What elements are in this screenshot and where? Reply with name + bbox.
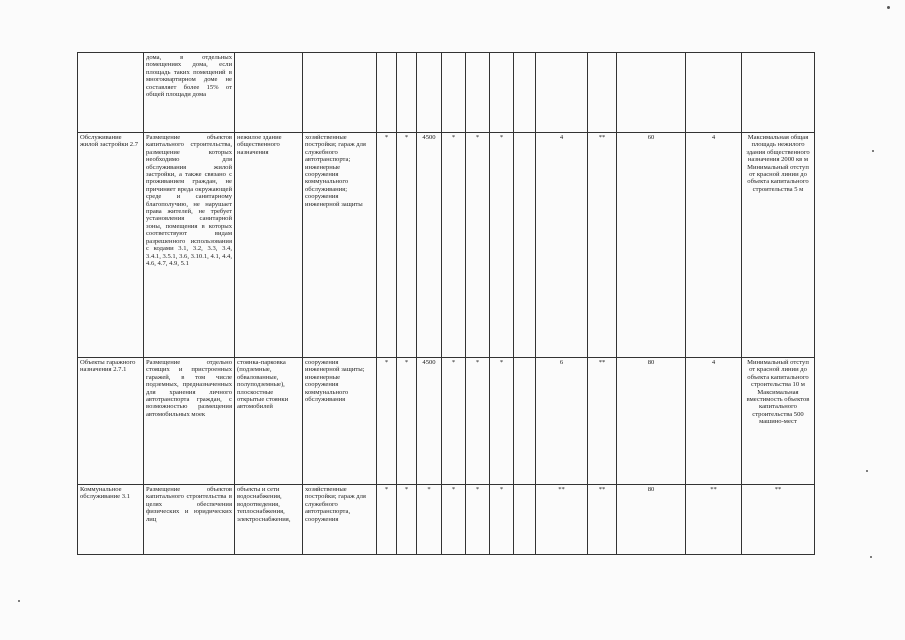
- param-cell: [617, 53, 686, 133]
- param-cell: *: [377, 358, 397, 485]
- param-cell: *: [397, 485, 417, 555]
- param-cell: 80: [617, 485, 686, 555]
- table-row: [78, 485, 815, 555]
- param-cell: *: [397, 358, 417, 485]
- param-cell: [514, 133, 536, 358]
- row-description: Размещение объектов капитального строительства, размещение которых необходимо для обслуживания жилой застройки, а также связано с проживанием граждан, не причиняет вреда окружающей среде и санитарному благополучию, не нарушает права жителей, не требует установления санитарной зоны, помещения в которых соответствуют видам разрешенного использования с кодами 3.1, 3.2, 3.3, 3.4, 3.4.1, 3.5.1, 3.6, 3.10.1, 4.1, 4.4, 4.6, 4.7, 4.9, 5.1: [144, 133, 235, 358]
- param-cell: 80: [617, 358, 686, 485]
- param-cell: [466, 53, 490, 133]
- param-cell: 6: [536, 358, 588, 485]
- param-cell: *: [442, 485, 466, 555]
- param-cell: **: [686, 485, 742, 555]
- param-cell: *: [442, 133, 466, 358]
- param-cell: **: [588, 485, 617, 555]
- param-cell: [514, 53, 536, 133]
- param-cell: 4500: [417, 133, 442, 358]
- param-cell: **: [588, 133, 617, 358]
- table-row: [78, 133, 815, 358]
- row-description: Размещение отдельно стоящих и пристроенных гаражей, в том числе подземных, предназначенных для хранения личного автотранспорта граждан, с возможностью размещения автомобильных моек: [144, 358, 235, 485]
- param-cell: [686, 53, 742, 133]
- param-cell: *: [490, 485, 514, 555]
- param-cell: *: [442, 358, 466, 485]
- param-cell: [514, 485, 536, 555]
- param-cell: *: [490, 358, 514, 485]
- param-cell: *: [397, 133, 417, 358]
- row-name: [78, 53, 144, 133]
- param-cell: [536, 53, 588, 133]
- row-name: Коммунальное обслуживание 3.1: [78, 485, 144, 555]
- param-cell: **: [536, 485, 588, 555]
- row-main-objects: стоянка-парковка (подземные, обвалованные, полуподземные), плоскостные открытые стоянки автомобилей: [235, 358, 303, 485]
- table-row: [78, 358, 815, 485]
- row-aux-objects: сооружения инженерной защиты; инженерные сооружения коммунального обслуживания: [303, 358, 377, 485]
- row-name: Обслуживание жилой застройки 2.7: [78, 133, 144, 358]
- param-cell: *: [466, 485, 490, 555]
- param-cell: [417, 53, 442, 133]
- param-cell: 4500: [417, 358, 442, 485]
- param-cell: 4: [536, 133, 588, 358]
- param-cell: *: [377, 485, 397, 555]
- scan-speck: [887, 6, 890, 9]
- row-name: Объекты гаражного назначения 2.7.1: [78, 358, 144, 485]
- param-cell: **: [588, 358, 617, 485]
- row-main-objects: [235, 53, 303, 133]
- param-cell: [490, 53, 514, 133]
- param-cell: *: [466, 358, 490, 485]
- param-cell: [442, 53, 466, 133]
- scan-speck: [866, 470, 868, 472]
- param-cell: *: [417, 485, 442, 555]
- row-note: **: [742, 485, 815, 555]
- row-note: [742, 53, 815, 133]
- row-aux-objects: [303, 53, 377, 133]
- param-cell: [514, 358, 536, 485]
- param-cell: *: [466, 133, 490, 358]
- param-cell: *: [377, 133, 397, 358]
- param-cell: [588, 53, 617, 133]
- table-row: [78, 53, 815, 133]
- row-note: Минимальный отступ от красной линии до объекта капитального строительства 10 м Максимальная вместимость объектов капитального строительства 500 машино-мест: [742, 358, 815, 485]
- zoning-regulations-table: [77, 52, 815, 555]
- row-main-objects: нежилое здание общественного назначения: [235, 133, 303, 358]
- scan-speck: [870, 556, 872, 558]
- row-description: Размещение объектов капитального строительства в целях обеспечения физических и юридических лиц: [144, 485, 235, 555]
- row-aux-objects: хозяйственные постройки; гараж для служебного автотранспорта, сооружения: [303, 485, 377, 555]
- param-cell: 4: [686, 133, 742, 358]
- param-cell: 4: [686, 358, 742, 485]
- param-cell: *: [490, 133, 514, 358]
- row-main-objects: объекты и сети водоснабжения, водоотведения, теплоснабжения, электроснабжения,: [235, 485, 303, 555]
- row-note: Максимальная общая площадь нежилого здания общественного назначения 2000 кв м Минимальный отступ от красной линии до объекта капитального строительства 5 м: [742, 133, 815, 358]
- row-description: дома, в отдельных помещениях дома, если площадь таких помещений в многоквартирном доме не составляет более 15% от общей площади дома: [144, 53, 235, 133]
- scan-speck: [18, 600, 20, 602]
- param-cell: 60: [617, 133, 686, 358]
- param-cell: [377, 53, 397, 133]
- scan-speck: [872, 150, 874, 152]
- row-aux-objects: хозяйственные постройки; гараж для служебного автотранспорта; инженерные сооружения коммунального обслуживания; сооружения инженерной защиты: [303, 133, 377, 358]
- param-cell: [397, 53, 417, 133]
